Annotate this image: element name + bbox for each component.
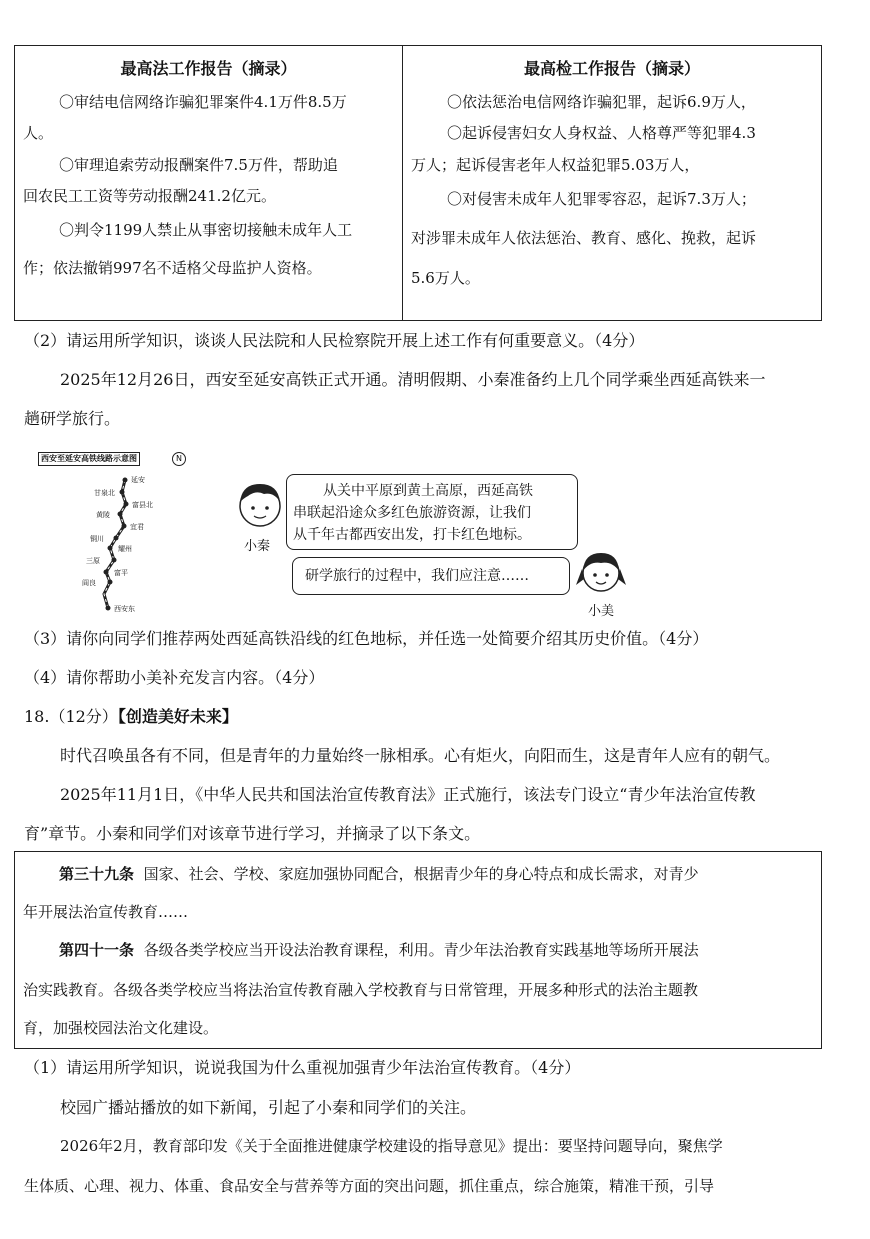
q18-paragraph-1: 时代召唤虽各有不同，但是青年的力量始终一脉相承。心有炬火，向阳而生，这是青年人应有的朝气。 — [60, 746, 781, 765]
xiaomei-name: 小美 — [588, 604, 615, 619]
q17-paragraph-1-line-2: 趟研学旅行。 — [24, 409, 121, 428]
q18-paragraph-3: 校园广播站播放的如下新闻，引起了小秦和同学们的关注。 — [60, 1098, 477, 1117]
court-line-4: 回农民工工资等劳动报酬241.2亿元。 — [23, 187, 276, 205]
q18-paragraph-2-line-2: 育”章节。小秦和同学们对该章节进行学习，并摘录了以下条文。 — [24, 824, 481, 843]
procuratorate-line-4: 〇对侵害未成年人犯罪零容忍，起诉7.3万人； — [447, 190, 756, 208]
court-line-3: 〇审理追索劳动报酬案件7.5万件，帮助追 — [59, 156, 338, 174]
xiaoqin-speech-line-2: 串联起沿途众多红色旅游资源，让我们 — [293, 505, 531, 521]
court-line-5: 〇判令1199人禁止从事密切接触未成年人工 — [59, 221, 353, 239]
station-label: 铜川 — [90, 535, 104, 543]
procuratorate-line-3: 万人；起诉侵害老年人权益犯罪5.03万人， — [411, 156, 700, 174]
article-41-line-2: 治实践教育。各级各类学校应当将法治宣传教育融入学校教育与日常管理，开展多种形式的法治主题教 — [23, 981, 699, 999]
map-title: 西安至延安高铁线路示意图 — [38, 452, 140, 466]
q18-paragraph-4-line-2: 生体质、心理、视力、体重、食品安全与营养等方面的突出问题，抓住重点，综合施策，精准干预，引导 — [24, 1177, 715, 1195]
q17-subquestion-3: （3）请你向同学们推荐两处西延高铁沿线的红色地标，并任选一处简要介绍其历史价值。（4分） — [24, 629, 709, 648]
q17-subquestion-2: （2）请运用所学知识，谈谈人民法院和人民检察院开展上述工作有何重要意义。（4分） — [24, 331, 645, 350]
station-label: 耀州 — [118, 545, 132, 553]
xiaoqin-speech-line-3: 从千年古都西安出发，打卡红色地标。 — [293, 527, 531, 543]
q18-subquestion-1: （1）请运用所学知识，说说我国为什么重视加强青少年法治宣传教育。（4分） — [24, 1058, 581, 1077]
article-39-line-2: 年开展法治宣传教育…… — [23, 903, 189, 921]
article-39-text: 国家、社会、学校、家庭加强协同配合，根据青少年的身心特点和成长需求，对青少 — [143, 865, 699, 883]
station-label: 三原 — [86, 557, 100, 565]
article-41-text: 各级各类学校应当开设法治教育课程，利用。青少年法治教育实践基地等场所开展法 — [143, 941, 699, 959]
railway-line — [30, 448, 200, 618]
article-41-line-1 — [59, 940, 699, 960]
procuratorate-line-1: 〇依法惩治电信网络诈骗犯罪，起诉6.9万人， — [447, 93, 756, 111]
q17-paragraph-1-line-1: 2025年12月26日，西安至延安高铁正式开通。清明假期、小秦准备约上几个同学乘坐西延高铁来一 — [60, 370, 766, 389]
article-41-line-3: 育，加强校园法治文化建设。 — [23, 1019, 219, 1037]
procuratorate-line-5: 对涉罪未成年人依法惩治、教育、感化、挽救，起诉 — [411, 229, 757, 247]
xiaomei-speech-bubble — [292, 557, 570, 595]
xiaoqin-name: 小秦 — [244, 539, 271, 554]
report-table — [14, 45, 822, 321]
xiaomei-avatar — [574, 545, 628, 599]
xiaoqin-speech-bubble — [286, 474, 578, 550]
q17-subquestion-4: （4）请你帮助小美补充发言内容。（4分） — [24, 668, 325, 687]
xiaoqin-avatar — [234, 478, 286, 534]
court-line-2: 人。 — [23, 124, 54, 142]
station-label: 延安 — [131, 476, 145, 484]
station-label: 阎良 — [82, 579, 96, 587]
court-line-1: 〇审结电信网络诈骗犯罪案件4.1万件8.5万 — [59, 93, 347, 111]
table-divider — [402, 46, 403, 320]
station-label: 甘泉北 — [94, 489, 115, 497]
court-line-6: 作；依法撤销997名不适格父母监护人资格。 — [23, 259, 322, 277]
article-41-label: 第四十一条 — [59, 941, 135, 959]
q18-theme-title: 【创造美好未来】 — [117, 707, 238, 726]
xiaoqin-speech-line-1: 从关中平原到黄土高原，西延高铁 — [323, 483, 533, 499]
article-39-label: 第三十九条 — [59, 865, 135, 883]
q18-header — [24, 707, 238, 727]
court-report-title: 最高法工作报告（摘录） — [120, 59, 297, 78]
q18-paragraph-2-line-1: 2025年11月1日，《中华人民共和国法治宣传教育法》正式施行，该法专门设立“青少年法治宣传教 — [60, 785, 756, 804]
procuratorate-line-6: 5.6万人。 — [411, 269, 480, 287]
q18-number: 18.（12分） — [24, 707, 118, 726]
station-label: 宜君 — [130, 523, 144, 531]
station-label: 黄陵 — [96, 511, 110, 519]
q18-paragraph-4-line-1: 2026年2月，教育部印发《关于全面推进健康学校建设的指导意见》提出：要坚持问题导向，聚焦学 — [60, 1137, 723, 1155]
station-label: 西安东 — [114, 605, 135, 613]
station-label: 富县北 — [132, 501, 153, 509]
procuratorate-report-title: 最高检工作报告（摘录） — [523, 59, 700, 78]
railway-map — [30, 448, 200, 618]
xiaomei-speech: 研学旅行的过程中，我们应注意…… — [305, 568, 529, 584]
law-articles-box — [14, 851, 822, 1049]
procuratorate-line-2: 〇起诉侵害妇女人身权益、人格尊严等犯罪4.3 — [447, 124, 756, 142]
station-label: 富平 — [114, 569, 128, 577]
north-compass-icon: N — [172, 452, 186, 466]
article-39-line-1 — [59, 864, 699, 884]
